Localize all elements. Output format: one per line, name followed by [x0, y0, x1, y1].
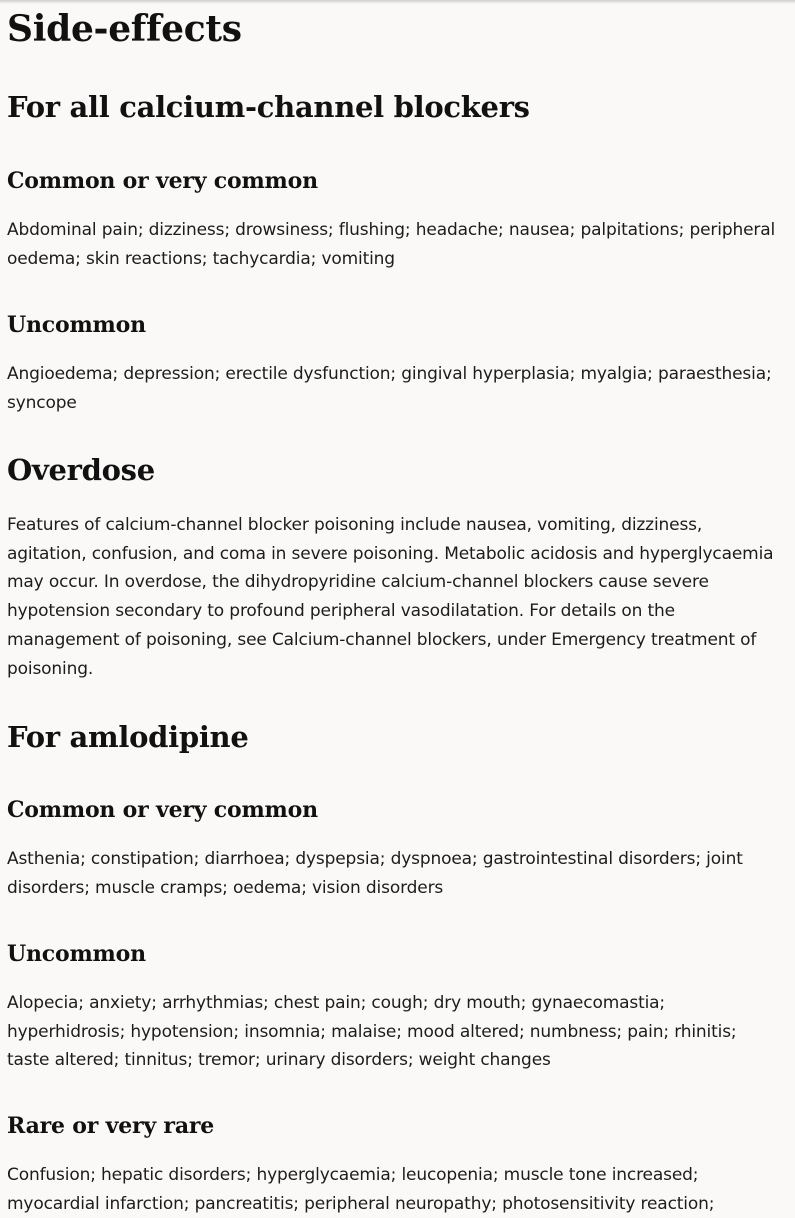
amlodipine-common-text: Asthenia; constipation; diarrhoea; dyspepsia; dyspnoea; gastrointestinal disorders; joint disorders; muscle cramps; oedema; vision disorders [7, 849, 743, 898]
all-ccb-heading: For all calcium-channel blockers [7, 90, 530, 124]
overdose-text: Features of calcium-channel blocker poisoning include nausea, vomiting, dizziness, agitation, confusion, and coma in severe poisoning. Metabolic acidosis and hyperglycaemia may occur. In overdose, the dihydropyridine calcium-channel blockers cause severe hypotension secondary to profound peripheral vasodilatation. For details on the management of poisoning, see Calcium-channel blockers, under Emergency treatment of poisoning. [7, 515, 774, 679]
all-ccb-common-heading: Common or very common [7, 168, 318, 194]
side-effects-heading: Side-effects [7, 8, 242, 50]
all-ccb-uncommon-heading: Uncommon [7, 312, 146, 338]
overdose-heading: Overdose [7, 453, 155, 487]
amlodipine-rare-heading: Rare or very rare [7, 1113, 215, 1139]
all-ccb-common-text: Abdominal pain; dizziness; drowsiness; flushing; headache; nausea; palpitations; peripheral oedema; skin reactions; tachycardia; vomiting [7, 220, 776, 269]
amlodipine-rare-text: Confusion; hepatic disorders; hyperglycaemia; leucopenia; muscle tone increased; myocardial infarction; pancreatitis; peripheral neuropathy; photosensitivity reaction; [7, 1165, 715, 1214]
top-shadow [0, 0, 795, 4]
amlodipine-uncommon-text: Alopecia; anxiety; arrhythmias; chest pain; cough; dry mouth; gynaecomastia; hyperhidrosis; hypotension; insomnia; malaise; mood altered; numbness; pain; rhinitis; taste altered; tinnitus; tremor; urinary disorders; weight changes [7, 993, 737, 1071]
amlodipine-uncommon-heading: Uncommon [7, 941, 146, 967]
amlodipine-heading: For amlodipine [7, 720, 249, 754]
amlodipine-common-heading: Common or very common [7, 797, 318, 823]
all-ccb-uncommon-text: Angioedema; depression; erectile dysfunction; gingival hyperplasia; myalgia; paraesthesia; syncope [7, 364, 772, 413]
